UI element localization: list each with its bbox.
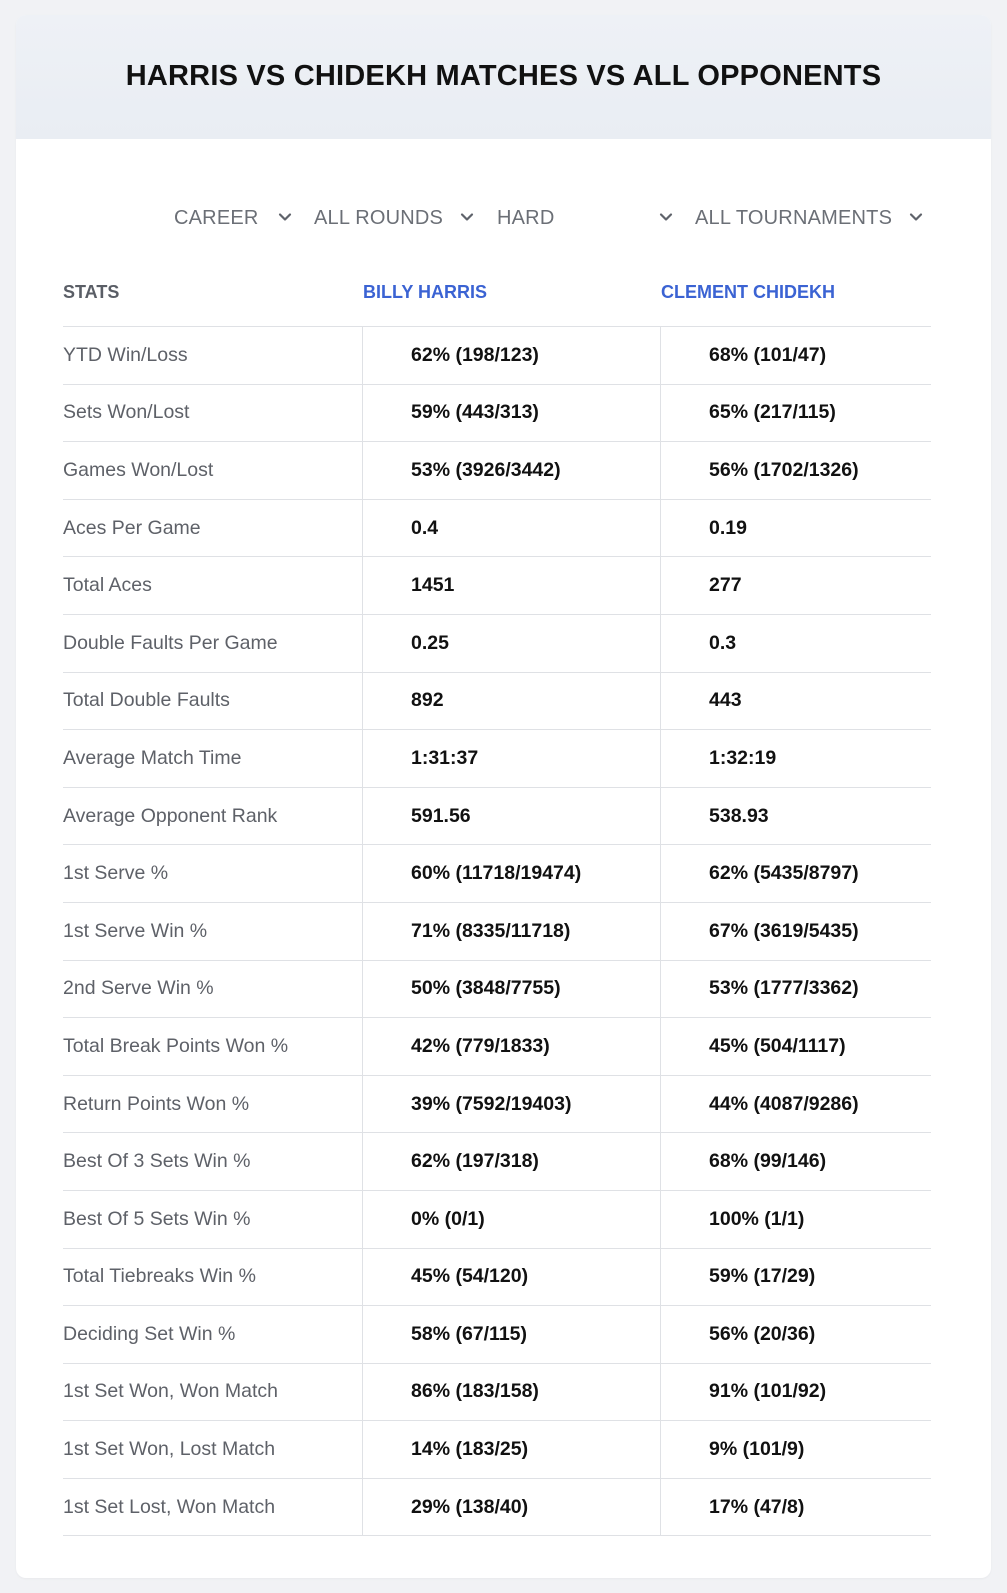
stat-label: 2nd Serve Win %	[63, 961, 363, 1018]
player1-value: 0.4	[363, 500, 661, 557]
page-title: HARRIS VS CHIDEKH MATCHES VS ALL OPPONENTS	[125, 60, 882, 92]
player1-value: 71% (8335/11718)	[363, 903, 661, 960]
table-row	[63, 557, 931, 615]
player2-value: 68% (99/146)	[709, 1150, 827, 1173]
stat-label: Total Tiebreaks Win %	[63, 1249, 363, 1306]
card-header	[16, 15, 991, 139]
table-row	[63, 730, 931, 788]
player1-value: 53% (3926/3442)	[363, 442, 661, 499]
table-row	[63, 1191, 931, 1249]
player2-value: 1:32:19	[709, 746, 777, 769]
player2-value: 0.3	[709, 631, 737, 654]
table-row	[63, 1133, 931, 1191]
player1-value: 59% (443/313)	[363, 385, 661, 442]
chevron-down-icon[interactable]	[460, 210, 474, 224]
table-row	[63, 327, 931, 385]
player1-value: 50% (3848/7755)	[363, 961, 661, 1018]
player1-value: 62% (198/123)	[363, 327, 661, 384]
stat-label: Total Double Faults	[63, 673, 363, 730]
player1-value: 62% (197/318)	[363, 1133, 661, 1190]
player1-value: 0.25	[363, 615, 661, 672]
table-row	[63, 673, 931, 731]
player2-value: 9% (101/9)	[709, 1438, 805, 1461]
player1-value: 45% (54/120)	[363, 1249, 661, 1306]
player2-value: 538.93	[709, 804, 769, 827]
stat-label: YTD Win/Loss	[63, 327, 363, 384]
table-row	[63, 961, 931, 1019]
stat-label: 1st Serve Win %	[63, 903, 363, 960]
table-header	[63, 259, 931, 327]
stat-label: Sets Won/Lost	[63, 385, 363, 442]
table-row	[63, 442, 931, 500]
player1-value: 0% (0/1)	[363, 1191, 661, 1248]
stat-label: 1st Set Won, Lost Match	[63, 1421, 363, 1478]
filter-period-label: CAREER	[174, 206, 259, 229]
player2-value: 44% (4087/9286)	[709, 1092, 859, 1115]
table-row	[63, 903, 931, 961]
table-row	[63, 1018, 931, 1076]
table-row	[63, 1076, 931, 1134]
filter-period-select[interactable]	[174, 188, 259, 248]
player1-value: 42% (779/1833)	[363, 1018, 661, 1075]
player2-value: 100% (1/1)	[709, 1207, 805, 1230]
player1-value: 29% (138/40)	[363, 1479, 661, 1536]
table-row	[63, 1421, 931, 1479]
filter-rounds-label: ALL ROUNDS	[314, 206, 444, 229]
table-row	[63, 845, 931, 903]
table-row	[63, 500, 931, 558]
filter-tournaments-select[interactable]	[695, 188, 892, 248]
column-header-stats: STATS	[63, 282, 120, 302]
player2-value: 45% (504/1117)	[709, 1034, 846, 1057]
player1-value: 892	[363, 673, 661, 730]
stat-label: Aces Per Game	[63, 500, 363, 557]
stat-label: Double Faults Per Game	[63, 615, 363, 672]
stat-label: 1st Set Won, Won Match	[63, 1364, 363, 1421]
stat-label: Average Match Time	[63, 730, 363, 787]
player1-value: 58% (67/115)	[363, 1306, 661, 1363]
stat-label: 1st Serve %	[63, 845, 363, 902]
table-row	[63, 1306, 931, 1364]
table-row	[63, 1249, 931, 1307]
stat-label: Games Won/Lost	[63, 442, 363, 499]
player2-value: 67% (3619/5435)	[709, 919, 859, 942]
player1-value: 86% (183/158)	[363, 1364, 661, 1421]
player1-value: 1:31:37	[363, 730, 661, 787]
player1-value: 1451	[363, 557, 661, 614]
player1-value: 39% (7592/19403)	[363, 1076, 661, 1133]
stat-label: Deciding Set Win %	[63, 1306, 363, 1363]
table-row	[63, 788, 931, 846]
table-body	[63, 327, 931, 1536]
player2-value: 53% (1777/3362)	[709, 977, 859, 1000]
player2-value: 0.19	[709, 516, 747, 539]
stat-label: Total Break Points Won %	[63, 1018, 363, 1075]
stat-label: Best Of 3 Sets Win %	[63, 1133, 363, 1190]
player2-value: 59% (17/29)	[709, 1265, 816, 1288]
stat-label: Best Of 5 Sets Win %	[63, 1191, 363, 1248]
player2-value: 62% (5435/8797)	[709, 862, 859, 885]
player2-value: 277	[709, 574, 742, 597]
table-row	[63, 1364, 931, 1422]
stat-label: Return Points Won %	[63, 1076, 363, 1133]
column-header-player1[interactable]: BILLY HARRIS	[363, 282, 488, 302]
chevron-down-icon[interactable]	[659, 210, 673, 224]
filter-surface-select[interactable]	[497, 188, 554, 248]
chevron-down-icon[interactable]	[278, 210, 292, 224]
filter-surface-label: HARD	[497, 206, 555, 229]
chevron-down-icon[interactable]	[909, 210, 923, 224]
filter-rounds-select[interactable]	[314, 188, 443, 248]
player2-value: 68% (101/47)	[709, 343, 827, 366]
player2-value: 56% (20/36)	[709, 1322, 816, 1345]
column-header-player2[interactable]: CLEMENT CHIDEKH	[661, 282, 835, 302]
stat-label: 1st Set Lost, Won Match	[63, 1479, 363, 1536]
stat-label: Total Aces	[63, 557, 363, 614]
stats-table	[63, 259, 931, 1536]
player2-value: 17% (47/8)	[709, 1495, 805, 1518]
table-row	[63, 1479, 931, 1537]
stat-label: Average Opponent Rank	[63, 788, 363, 845]
filter-tournaments-label: ALL TOURNAMENTS	[695, 206, 893, 229]
table-row	[63, 385, 931, 443]
filter-bar	[16, 188, 991, 248]
player1-value: 14% (183/25)	[363, 1421, 661, 1478]
player2-value: 91% (101/92)	[709, 1380, 827, 1403]
player2-value: 65% (217/115)	[709, 401, 836, 424]
player1-value: 60% (11718/19474)	[363, 845, 661, 902]
stats-card	[16, 15, 991, 1578]
player1-value: 591.56	[363, 788, 661, 845]
player2-value: 56% (1702/1326)	[709, 458, 859, 481]
table-row	[63, 615, 931, 673]
player2-value: 443	[709, 689, 742, 712]
